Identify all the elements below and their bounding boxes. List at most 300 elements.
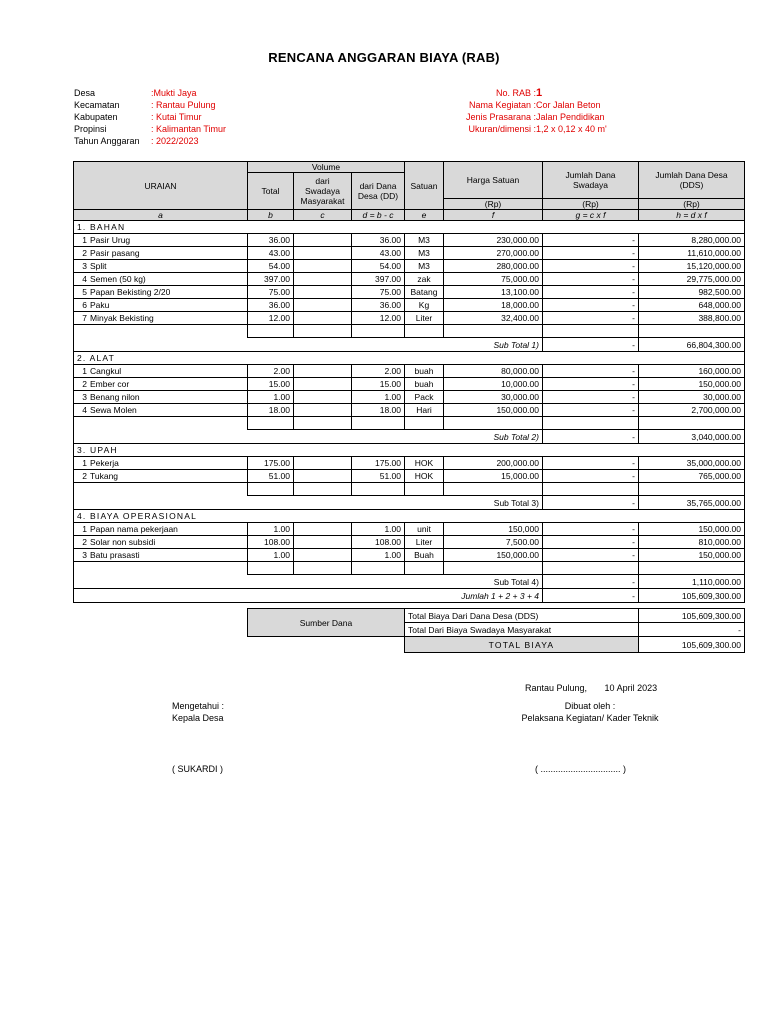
item-harga: 30,000.00	[444, 391, 543, 404]
header-value: Mukti Jaya	[153, 88, 197, 98]
item-satuan: zak	[405, 273, 444, 286]
item-dd: 15.00	[352, 378, 405, 391]
subtotal-jdd: 1,110,000.00	[639, 575, 745, 589]
preparer-name: ( ................................ )	[535, 764, 627, 774]
header-label: Nama Kegiatan :	[468, 100, 536, 110]
item-harga: 150,000.00	[444, 404, 543, 417]
item-swadaya	[294, 378, 352, 391]
subtotal-jds: -	[543, 338, 639, 352]
item-row	[74, 260, 745, 273]
blank-cell	[405, 483, 444, 496]
blank-cell	[405, 417, 444, 430]
item-name	[74, 234, 248, 247]
item-dd: 51.00	[352, 470, 405, 483]
col-swadaya	[294, 173, 352, 210]
item-number: 2	[82, 248, 87, 258]
column-code: e	[405, 210, 444, 221]
subtotal-label: Sub Total 3)	[444, 496, 543, 510]
item-jds: -	[543, 470, 639, 483]
jumlah-label: Jumlah 1 + 2 + 3 + 4	[444, 589, 543, 603]
approver-title	[172, 700, 224, 724]
item-jds: -	[543, 365, 639, 378]
subtotal-spacer	[74, 430, 405, 444]
item-jds: -	[543, 286, 639, 299]
item-label: Sewa Molen	[90, 405, 137, 415]
item-jds: -	[543, 549, 639, 562]
item-jds: -	[543, 312, 639, 325]
item-jdd: 11,610,000.00	[639, 247, 745, 260]
item-jdd: 648,000.00	[639, 299, 745, 312]
item-satuan: Pack	[405, 391, 444, 404]
subtotal-label: Sub Total 4)	[444, 575, 543, 589]
blank-cell	[405, 562, 444, 575]
item-total: 18.00	[248, 404, 294, 417]
item-name	[74, 470, 248, 483]
item-jdd: 30,000.00	[639, 391, 745, 404]
item-row	[74, 523, 745, 536]
subtotal-jds: -	[543, 430, 639, 444]
item-jdd: 2,700,000.00	[639, 404, 745, 417]
blank-cell	[294, 417, 352, 430]
item-jds: -	[543, 378, 639, 391]
item-total: 36.00	[248, 299, 294, 312]
item-jdd: 8,280,000.00	[639, 234, 745, 247]
item-row	[74, 365, 745, 378]
blank-cell	[543, 483, 639, 496]
item-dd: 2.00	[352, 365, 405, 378]
item-number: 5	[82, 287, 87, 297]
col-dd	[352, 173, 405, 210]
header-field	[330, 111, 690, 123]
header-line: Jumlah Dana Desa	[655, 170, 728, 180]
item-label: Pasir pasang	[90, 248, 140, 258]
item-jds: -	[543, 273, 639, 286]
header-field	[74, 123, 226, 135]
section-title: 1. BAHAN	[74, 221, 745, 234]
item-dd: 1.00	[352, 391, 405, 404]
blank-cell	[352, 417, 405, 430]
blank-cell	[543, 325, 639, 338]
header-separator: :	[151, 136, 157, 146]
item-swadaya	[294, 523, 352, 536]
item-label: Semen (50 kg)	[90, 274, 146, 284]
item-label: Paku	[90, 300, 110, 310]
item-dd: 108.00	[352, 536, 405, 549]
item-dd: 54.00	[352, 260, 405, 273]
item-row	[74, 391, 745, 404]
summary-label: Total Biaya Dari Dana Desa (DDS)	[405, 609, 639, 623]
item-satuan: Batang	[405, 286, 444, 299]
item-name	[74, 523, 248, 536]
header-field	[330, 99, 690, 111]
total-row	[74, 637, 745, 653]
item-swadaya	[294, 365, 352, 378]
blank-row	[74, 325, 745, 338]
header-separator: :	[151, 88, 154, 98]
item-satuan: unit	[405, 523, 444, 536]
item-name	[74, 536, 248, 549]
item-swadaya	[294, 234, 352, 247]
item-label: Pekerja	[90, 458, 119, 468]
item-name	[74, 299, 248, 312]
item-total: 75.00	[248, 286, 294, 299]
header-label: No. RAB :	[495, 88, 536, 98]
blank-cell	[639, 483, 745, 496]
column-code: b	[248, 210, 294, 221]
blank-cell	[444, 483, 543, 496]
item-total: 36.00	[248, 234, 294, 247]
item-swadaya	[294, 247, 352, 260]
col-jumlah-dds	[639, 162, 745, 199]
rab-table	[73, 161, 745, 653]
subtotal-spacer	[405, 575, 444, 589]
page-title: RENCANA ANGGARAN BIAYA (RAB)	[268, 50, 500, 65]
item-number: 2	[82, 471, 87, 481]
subtotal-spacer	[74, 575, 405, 589]
item-jds: -	[543, 247, 639, 260]
col-harga	[444, 162, 543, 199]
item-row	[74, 404, 745, 417]
column-code: c	[294, 210, 352, 221]
item-harga: 10,000.00	[444, 378, 543, 391]
item-total: 1.00	[248, 391, 294, 404]
col-jumlah-swadaya	[543, 162, 639, 199]
blank-cell	[405, 325, 444, 338]
header-line: dari Dana	[359, 181, 397, 191]
blank-row	[74, 562, 745, 575]
item-satuan: Liter	[405, 312, 444, 325]
item-row	[74, 378, 745, 391]
blank-cell	[248, 483, 294, 496]
item-jdd: 150,000.00	[639, 378, 745, 391]
item-number: 6	[82, 300, 87, 310]
item-harga: 80,000.00	[444, 365, 543, 378]
col-total: Total	[248, 173, 294, 210]
item-jdd: 15,120,000.00	[639, 260, 745, 273]
column-code: d = b - c	[352, 210, 405, 221]
item-name	[74, 273, 248, 286]
subtotal-jdd: 35,765,000.00	[639, 496, 745, 510]
item-jds: -	[543, 234, 639, 247]
item-number: 3	[82, 261, 87, 271]
item-swadaya	[294, 391, 352, 404]
header-separator: :	[151, 112, 157, 122]
header-value: 1,2 x 0,12 x 40 m'	[536, 124, 607, 134]
item-jdd: 160,000.00	[639, 365, 745, 378]
jumlah-jds: -	[543, 589, 639, 603]
section-row	[74, 510, 745, 523]
item-row	[74, 273, 745, 286]
item-total: 1.00	[248, 549, 294, 562]
item-dd: 12.00	[352, 312, 405, 325]
blank-cell	[352, 325, 405, 338]
preparer-line1: Dibuat oleh :	[564, 701, 616, 711]
header-value: Cor Jalan Beton	[536, 100, 601, 110]
header-field	[330, 87, 690, 99]
item-number: 1	[82, 458, 87, 468]
blank-cell	[248, 325, 294, 338]
item-number: 1	[82, 235, 87, 245]
item-jdd: 150,000.00	[639, 549, 745, 562]
item-label: Solar non subsidi	[90, 537, 156, 547]
item-jdd: 150,000.00	[639, 523, 745, 536]
approver-line2: Kepala Desa	[172, 713, 224, 723]
blank-cell	[74, 417, 248, 430]
header-line: dari Swadaya	[305, 176, 340, 196]
item-number: 4	[82, 274, 87, 284]
jumlah-jdd: 105,609,300.00	[639, 589, 745, 603]
item-harga: 150,000	[444, 523, 543, 536]
item-total: 51.00	[248, 470, 294, 483]
item-total: 108.00	[248, 536, 294, 549]
item-dd: 18.00	[352, 404, 405, 417]
item-harga: 280,000.00	[444, 260, 543, 273]
item-label: Cangkul	[90, 366, 122, 376]
item-satuan: Liter	[405, 536, 444, 549]
item-harga: 32,400.00	[444, 312, 543, 325]
subtotal-spacer	[405, 338, 444, 352]
total-value: 105,609,300.00	[639, 637, 745, 653]
item-swadaya	[294, 549, 352, 562]
blank-cell	[352, 562, 405, 575]
item-swadaya	[294, 404, 352, 417]
blank-row	[74, 483, 745, 496]
blank-row	[74, 417, 745, 430]
blank-cell	[294, 483, 352, 496]
item-number: 1	[82, 524, 87, 534]
item-row	[74, 286, 745, 299]
blank-cell	[444, 417, 543, 430]
header-row	[74, 162, 745, 173]
unit-harga: (Rp)	[444, 199, 543, 210]
summary-blank	[74, 609, 248, 623]
summary-blank	[74, 637, 405, 653]
summary-value: -	[639, 623, 745, 637]
item-total: 15.00	[248, 378, 294, 391]
unit-swadaya: (Rp)	[543, 199, 639, 210]
header-value: 1	[536, 87, 543, 99]
column-code: g = c x f	[543, 210, 639, 221]
header-field	[74, 87, 226, 99]
item-swadaya	[294, 470, 352, 483]
item-total: 54.00	[248, 260, 294, 273]
item-number: 2	[82, 379, 87, 389]
col-volume: Volume	[248, 162, 405, 173]
subtotal-row	[74, 575, 745, 589]
header-left	[74, 87, 226, 147]
item-row	[74, 234, 745, 247]
blank-cell	[639, 562, 745, 575]
item-dd: 397.00	[352, 273, 405, 286]
item-label: Papan Bekisting 2/20	[90, 287, 171, 297]
header-label: Ukuran/dimensi :	[468, 124, 536, 134]
summary-row	[74, 623, 745, 637]
item-dd: 1.00	[352, 549, 405, 562]
item-number: 4	[82, 405, 87, 415]
item-swadaya	[294, 312, 352, 325]
item-total: 175.00	[248, 457, 294, 470]
summary-label: Total Dari Biaya Swadaya Masyarakat	[405, 623, 639, 637]
item-label: Papan nama pekerjaan	[90, 524, 178, 534]
section-title: 3. UPAH	[74, 444, 745, 457]
item-satuan: buah	[405, 365, 444, 378]
item-total: 12.00	[248, 312, 294, 325]
col-satuan: Satuan	[405, 162, 444, 210]
item-harga: 150,000.00	[444, 549, 543, 562]
item-jds: -	[543, 391, 639, 404]
subtotal-label: Sub Total 2)	[444, 430, 543, 444]
header-line: Desa (DD)	[357, 191, 399, 201]
item-harga: 270,000.00	[444, 247, 543, 260]
item-jds: -	[543, 299, 639, 312]
col-uraian: URAIAN	[74, 162, 248, 210]
item-label: Ember cor	[90, 379, 130, 389]
item-label: Pasir Urug	[90, 235, 131, 245]
item-label: Minyak Bekisting	[90, 313, 154, 323]
subtotal-jdd: 3,040,000.00	[639, 430, 745, 444]
item-name	[74, 312, 248, 325]
item-jds: -	[543, 404, 639, 417]
item-harga: 200,000.00	[444, 457, 543, 470]
column-code: f	[444, 210, 543, 221]
section-title: 2. ALAT	[74, 352, 745, 365]
item-row	[74, 536, 745, 549]
header-value: 2022/2023	[156, 136, 199, 146]
item-name	[74, 457, 248, 470]
blank-cell	[248, 417, 294, 430]
code-row	[74, 210, 745, 221]
header-label: Jenis Prasarana :	[465, 112, 536, 122]
blank-cell	[444, 562, 543, 575]
item-jds: -	[543, 260, 639, 273]
item-jdd: 388,800.00	[639, 312, 745, 325]
item-jdd: 810,000.00	[639, 536, 745, 549]
item-jdd: 982,500.00	[639, 286, 745, 299]
subtotal-spacer	[405, 430, 444, 444]
item-number: 2	[82, 537, 87, 547]
item-name	[74, 549, 248, 562]
item-number: 3	[82, 550, 87, 560]
item-jdd: 765,000.00	[639, 470, 745, 483]
item-harga: 15,000.00	[444, 470, 543, 483]
subtotal-row	[74, 338, 745, 352]
item-jds: -	[543, 457, 639, 470]
item-label: Benang nilon	[90, 392, 140, 402]
item-harga: 18,000.00	[444, 299, 543, 312]
subtotal-row	[74, 496, 745, 510]
header-line: Harga Satuan	[466, 175, 520, 185]
item-row	[74, 457, 745, 470]
section-title: 4. BIAYA OPERASIONAL	[74, 510, 745, 523]
item-dd: 43.00	[352, 247, 405, 260]
header-label: Desa	[74, 88, 96, 98]
blank-cell	[74, 562, 248, 575]
header-field	[74, 111, 226, 123]
approver-line1: Mengetahui :	[172, 701, 225, 711]
item-row	[74, 247, 745, 260]
header-value: Jalan Pendidikan	[536, 112, 605, 122]
preparer-line2: Pelaksana Kegiatan/ Kader Teknik	[521, 713, 659, 723]
section-row	[74, 352, 745, 365]
preparer-title	[480, 700, 700, 724]
place-date: Rantau Pulung, 10 April 2023	[525, 683, 658, 693]
item-satuan: M3	[405, 234, 444, 247]
unit-dds: (Rp)	[639, 199, 745, 210]
item-name	[74, 260, 248, 273]
item-harga: 75,000.00	[444, 273, 543, 286]
summary-value: 105,609,300.00	[639, 609, 745, 623]
item-number: 1	[82, 366, 87, 376]
item-satuan: Kg	[405, 299, 444, 312]
header-field	[74, 99, 226, 111]
header-label: Kabupaten	[74, 112, 118, 122]
item-label: Tukang	[90, 471, 119, 481]
item-satuan: buah	[405, 378, 444, 391]
header-right	[330, 87, 690, 135]
item-satuan: Buah	[405, 549, 444, 562]
item-name	[74, 365, 248, 378]
jumlah-row	[74, 589, 745, 603]
blank-cell	[74, 483, 248, 496]
item-swadaya	[294, 273, 352, 286]
item-row	[74, 312, 745, 325]
item-satuan: Hari	[405, 404, 444, 417]
header-line: (DDS)	[679, 180, 704, 190]
item-satuan: M3	[405, 247, 444, 260]
blank-cell	[543, 562, 639, 575]
blank-cell	[294, 325, 352, 338]
item-jdd: 35,000,000.00	[639, 457, 745, 470]
header-value: Kalimantan Timur	[156, 124, 227, 134]
item-number: 7	[82, 313, 87, 323]
item-total: 1.00	[248, 523, 294, 536]
item-dd: 1.00	[352, 523, 405, 536]
header-value: Rantau Pulung	[156, 100, 216, 110]
blank-cell	[248, 562, 294, 575]
item-swadaya	[294, 299, 352, 312]
blank-cell	[294, 562, 352, 575]
header-field	[74, 135, 226, 147]
header-value: Kutai Timur	[156, 112, 202, 122]
item-swadaya	[294, 457, 352, 470]
item-row	[74, 470, 745, 483]
item-label: Batu prasasti	[90, 550, 140, 560]
item-dd: 75.00	[352, 286, 405, 299]
item-row	[74, 549, 745, 562]
blank-cell	[444, 325, 543, 338]
blank-cell	[639, 417, 745, 430]
item-dd: 36.00	[352, 234, 405, 247]
section-row	[74, 444, 745, 457]
jumlah-spacer	[74, 589, 444, 603]
item-label: Split	[90, 261, 107, 271]
item-satuan: M3	[405, 260, 444, 273]
item-jds: -	[543, 536, 639, 549]
item-swadaya	[294, 260, 352, 273]
item-total: 397.00	[248, 273, 294, 286]
subtotal-jds: -	[543, 496, 639, 510]
subtotal-jdd: 66,804,300.00	[639, 338, 745, 352]
header-line: Swadaya	[573, 180, 608, 190]
header-line: Masyarakat	[300, 196, 345, 206]
section-row	[74, 221, 745, 234]
sumber-dana: Sumber Dana	[248, 609, 405, 637]
item-row	[74, 299, 745, 312]
summary-row	[74, 609, 745, 623]
item-name	[74, 404, 248, 417]
subtotal-jds: -	[543, 575, 639, 589]
item-harga: 13,100.00	[444, 286, 543, 299]
